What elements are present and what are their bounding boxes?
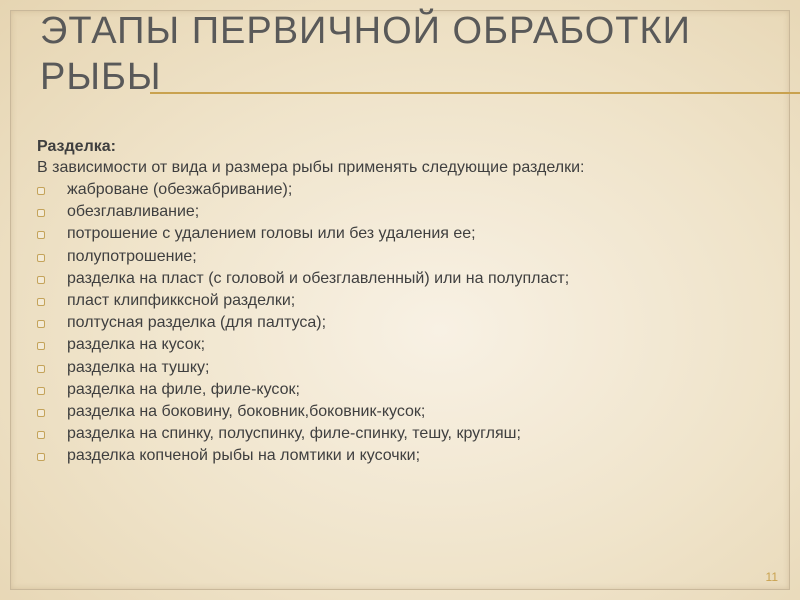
square-bullet-icon <box>37 387 45 395</box>
square-bullet-icon <box>37 209 45 217</box>
list-item-text: разделка на спинку, полуспинку, филе-спинку, тешу, кругляш; <box>67 425 521 443</box>
slide-title-line-1: ЭТАПЫ ПЕРВИЧНОЙ ОБРАБОТКИ <box>40 10 691 52</box>
list-item-text: пласт клипфикксной разделки; <box>67 292 296 310</box>
title-underline <box>150 92 800 94</box>
list-item <box>37 223 777 245</box>
list-item <box>37 379 777 401</box>
list-item-text: разделка на кусок; <box>67 336 206 354</box>
list-item <box>37 246 777 268</box>
square-bullet-icon <box>37 231 45 239</box>
square-bullet-icon <box>37 276 45 284</box>
bullet-list <box>37 179 777 468</box>
square-bullet-icon <box>37 453 45 461</box>
list-item-text: разделка на пласт (с головой и обезглавленный) или на полупласт; <box>67 269 570 287</box>
square-bullet-icon <box>37 342 45 350</box>
list-item <box>37 357 777 379</box>
list-item-text: обезглавливание; <box>67 203 200 221</box>
square-bullet-icon <box>37 409 45 417</box>
list-item-text: жаброване (обезжабривание); <box>67 181 293 198</box>
square-bullet-icon <box>37 431 45 439</box>
list-item-text: разделка на боковину, боковник,боковник-кусок; <box>67 403 426 421</box>
list-item <box>37 312 777 334</box>
list-item <box>37 334 777 356</box>
list-item-text: полупотрошение; <box>67 247 197 265</box>
list-item <box>37 423 777 445</box>
slide-title-line-2: РЫБЫ <box>40 56 162 98</box>
square-bullet-icon <box>37 298 45 306</box>
list-item <box>37 290 777 312</box>
list-item <box>37 268 777 290</box>
list-item <box>37 179 777 201</box>
list-item <box>37 401 777 423</box>
slide-content <box>37 136 777 468</box>
page-number: 11 <box>765 570 778 584</box>
list-item-text: разделка на тушку; <box>67 358 210 376</box>
square-bullet-icon <box>37 320 45 328</box>
intro-text: В зависимости от вида и размера рыбы применять следующие разделки: <box>37 159 585 176</box>
list-item <box>37 445 777 467</box>
list-item-text: полтусная разделка (для палтуса); <box>67 314 327 332</box>
list-item-text: разделка на филе, филе-кусок; <box>67 380 300 398</box>
list-item-text: разделка копченой рыбы на ломтики и кусочки; <box>67 447 421 465</box>
section-heading: Разделка: <box>37 138 116 155</box>
slide-title <box>40 8 760 100</box>
list-item <box>37 201 777 223</box>
list-item-text: потрошение с удалением головы или без удаления ее; <box>67 225 476 243</box>
square-bullet-icon <box>37 187 45 195</box>
square-bullet-icon <box>37 365 45 373</box>
square-bullet-icon <box>37 254 45 262</box>
